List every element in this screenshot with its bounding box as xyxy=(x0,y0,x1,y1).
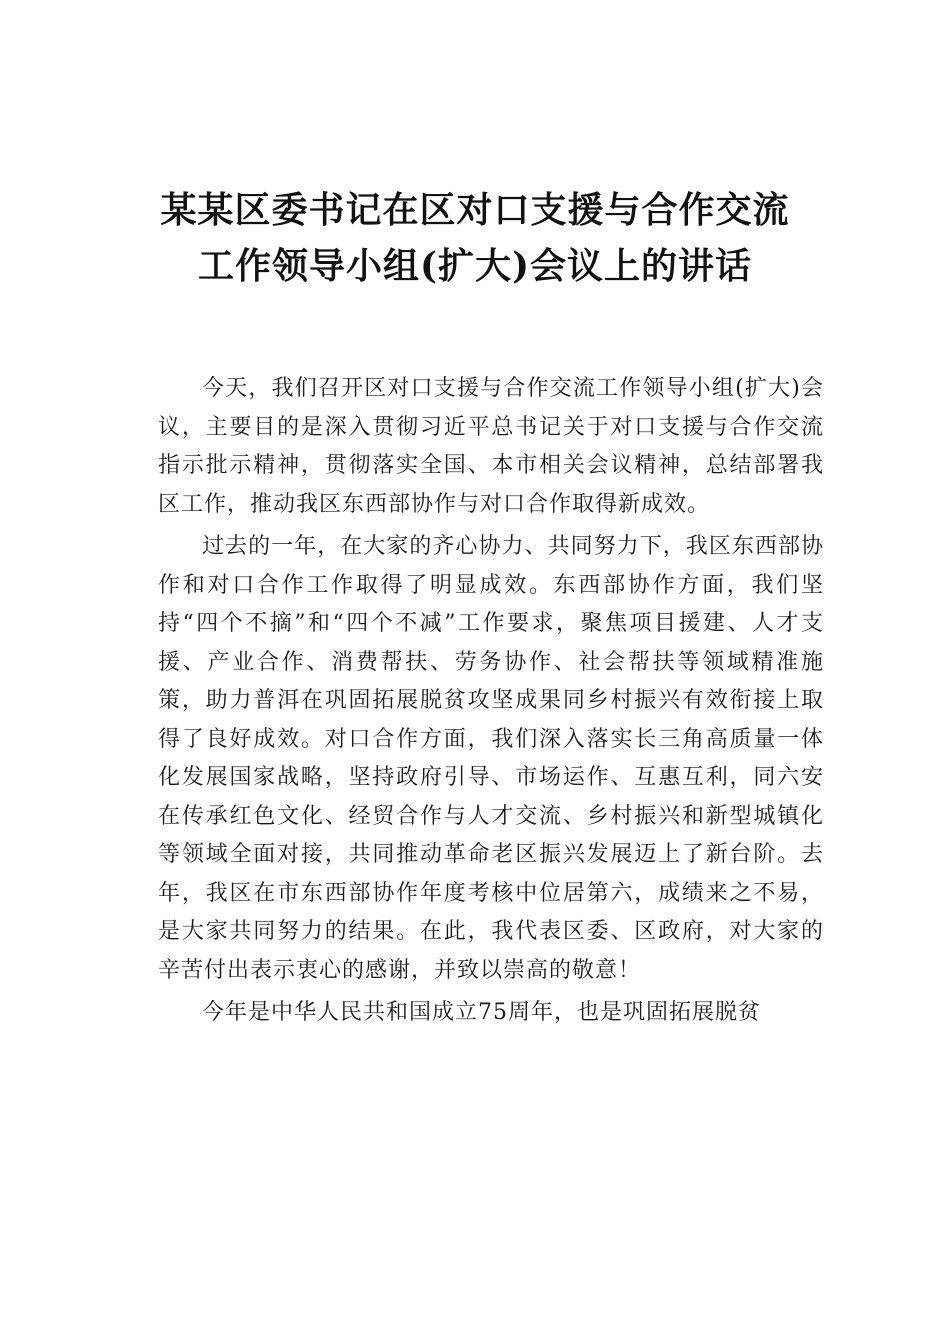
document-body xyxy=(158,370,824,1033)
title-line-1: 某某区委书记在区对口支援与合作交流 xyxy=(160,189,790,231)
paragraph: 今年是中华人民共和国成立75周年，也是巩固拓展脱贫 xyxy=(202,1000,761,1025)
paragraph: 今天，我们召开区对口支援与合作交流工作领导小组(扩大)会议，主要目的是深入贯彻习近平总书记关于对口支援与合作交流指示批示精神，贯彻落实全国、本市相关会议精神，总结部署我区工作，推动我区东西部协作与对口合作取得新成效。 xyxy=(158,376,824,517)
title-line-2: 工作领导小组(扩大)会议上的讲话 xyxy=(197,245,753,287)
paragraph: 过去的一年，在大家的齐心协力、共同努力下，我区东西部协作和对口合作工作取得了明显成效。东西部协作方面，我们坚持“四个不摘”和“四个不减”工作要求，聚焦项目援建、人才支援、产业合作、消费帮扶、劳务协作、社会帮扶等领域精准施策，助力普洱在巩固拓展脱贫攻坚成果同乡村振兴有效衔接上取得了良好成效。对口合作方面，我们深入落实长三角高质量一体化发展国家战略，坚持政府引导、市场运作、互惠互利，同六安在传承红色文化、经贸合作与人才交流、乡村振兴和新型城镇化等领域全面对接，共同推动革命老区振兴发展迈上了新台阶。去年，我区在市东西部协作年度考核中位居第六，成绩来之不易，是大家共同努力的结果。在此，我代表区委、区政府，对大家的辛苦付出表示衷心的感谢，并致以崇高的敬意！ xyxy=(158,534,824,983)
document-title xyxy=(100,182,850,294)
